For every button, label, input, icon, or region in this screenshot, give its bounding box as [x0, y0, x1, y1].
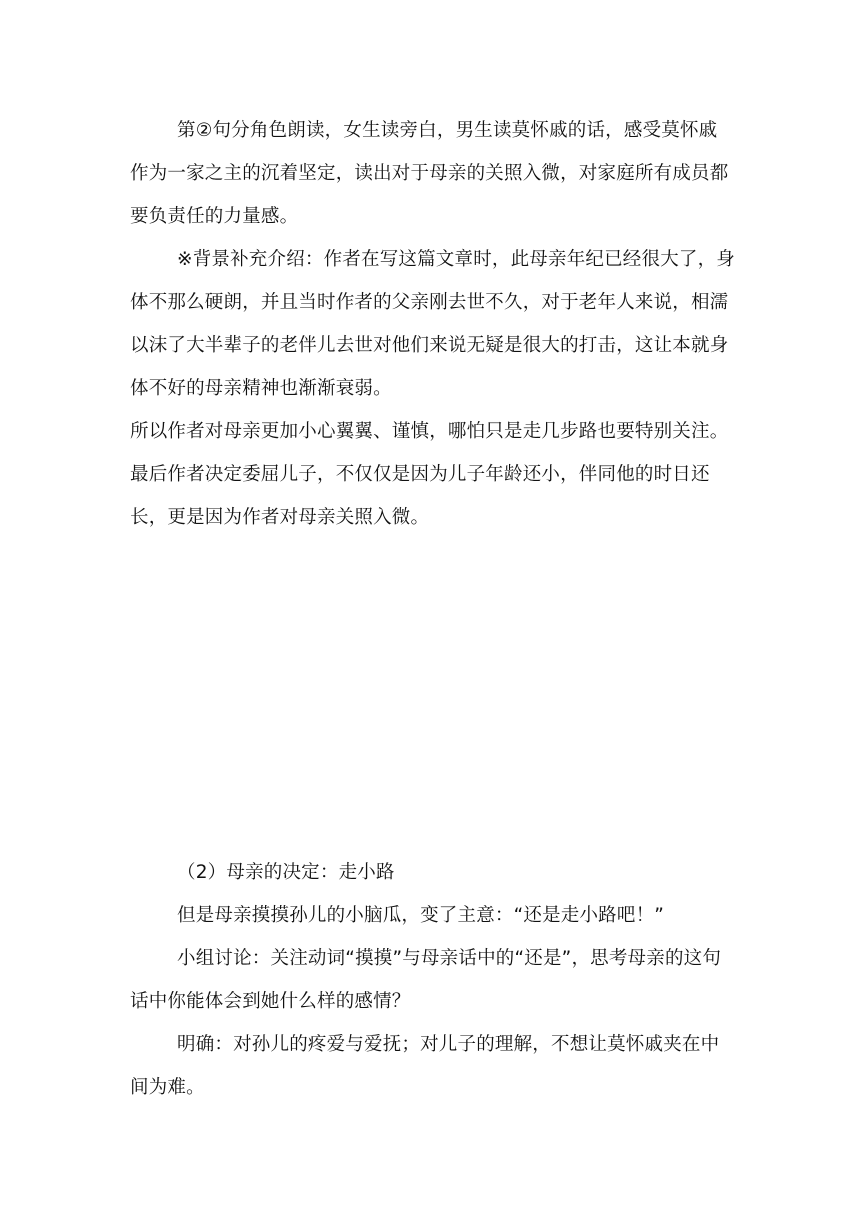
paragraph-role-reading: 第②句分角色朗读，女生读旁白，男生读莫怀戚的话，感受莫怀戚作为一家之主的沉着坚定，读出对于母亲的关照入微，对家庭所有成员都要负责任的力量感。 — [130, 120, 729, 227]
section-heading: （2）母亲的决定：走小路 — [177, 862, 395, 883]
paragraph-background-note: ※背景补充介绍：作者在写这篇文章时，此母亲年纪已经很大了，身体不那么硬朗，并且当时作者的父亲刚去世不久，对于老年人来说，相濡以沫了大半辈子的老伴儿去世对他们来说无疑是很大的打击，这让本就身体不好的母亲精神也渐渐衰弱。 — [130, 249, 736, 399]
paragraph-mother-quote: 但是母亲摸摸孙儿的小脑瓜，变了主意：“还是走小路吧！” — [177, 905, 665, 926]
section-reading-guide — [130, 109, 736, 539]
paragraph-author-care: 所以作者对母亲更加小心翼翼、谨慎，哪怕只是走几步路也要特别关注。最后作者决定委屈儿子，不仅仅是因为儿子年龄还小，伴同他的时日还长，更是因为作者对母亲关照入微。 — [130, 421, 729, 528]
paragraph-answer: 明确：对孙儿的疼爱与爱抚；对儿子的理解，不想让莫怀戚夹在中间为难。 — [130, 1034, 720, 1098]
paragraph-group-discussion: 小组讨论：关注动词“摸摸”与母亲话中的“还是”，思考母亲的这句话中你能体会到她什么样的感情？ — [130, 948, 722, 1012]
section-mother-decision — [130, 851, 736, 1109]
